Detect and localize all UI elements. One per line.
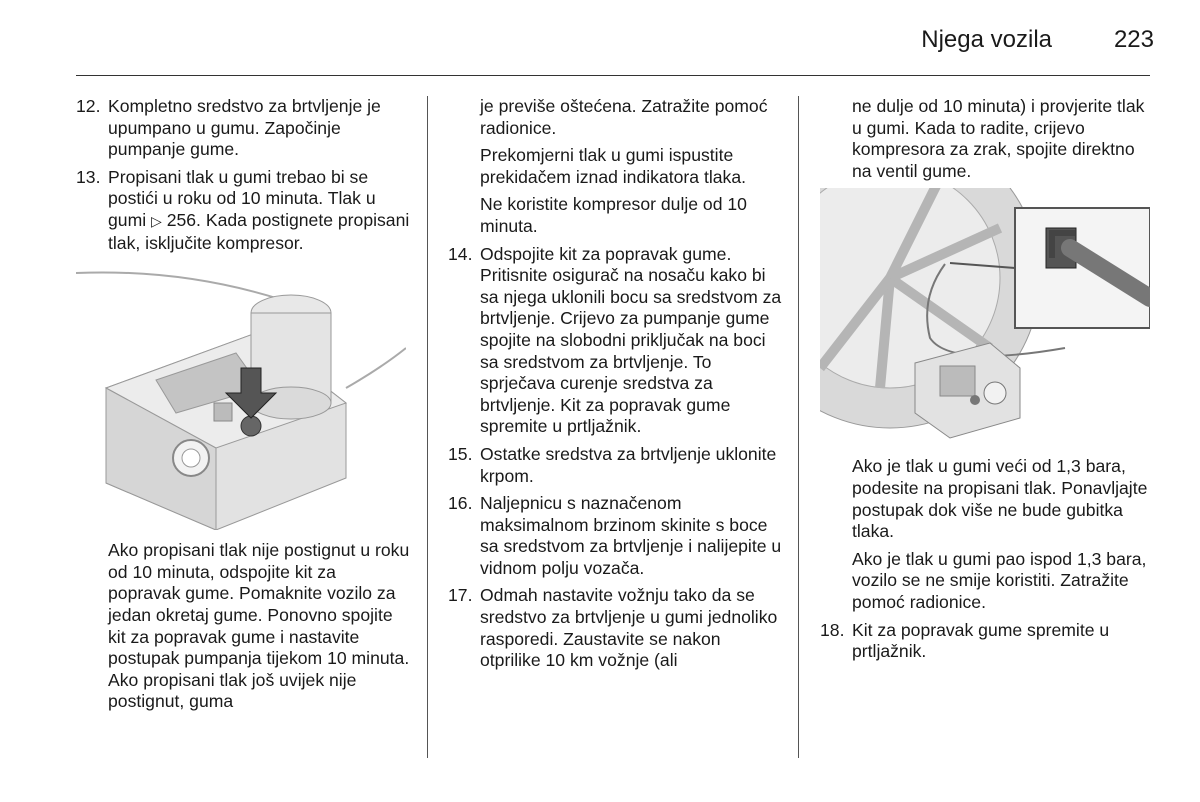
- list-text: Kompletno sredstvo za brtvljenje je upumpano u gumu. Započinje pumpanje gume.: [108, 96, 381, 160]
- list-number: 14.: [448, 243, 473, 264]
- page-number: 223: [1113, 26, 1154, 53]
- list-item-14: [448, 244, 784, 438]
- list-item-18: [820, 620, 1155, 663]
- illustration-tire-repair-kit-compressor: [76, 268, 406, 530]
- column-divider-2: [798, 96, 799, 758]
- paragraph: Prekomjerni tlak u gumi ispustite prekidačem iznad indikatora tlaka.: [480, 145, 747, 187]
- arrow-reference-icon: ▷: [151, 212, 162, 229]
- list-number: 18.: [820, 619, 845, 640]
- list-item-12: [76, 96, 412, 161]
- column-divider-1: [427, 96, 428, 758]
- paragraph-continued: je previše oštećena. Zatražite pomoć radionice.: [480, 96, 768, 138]
- list-item-13: [76, 167, 412, 254]
- list-text: Ostatke sredstva za brtvljenje uklonite krpom.: [480, 443, 777, 486]
- illustration-wheel-valve-connection: [820, 188, 1150, 446]
- list-text: Odmah nastavite vožnju tako da se sredstvo za brtvljenje u gumi jednoliko rasporedi. Zaustavite se nakon otprilike 10 km vožnje (ali: [480, 585, 778, 671]
- column-2: [448, 96, 784, 678]
- list-text: Propisani tlak u gumi trebao bi se postići u roku od 10 minuta. Tlak u gumi: [108, 166, 376, 230]
- list-item-16: [448, 493, 784, 579]
- column-1: [76, 96, 412, 719]
- list-item-15: [448, 444, 784, 487]
- wheel-valve-illustration: [820, 188, 1150, 446]
- list-number: 16.: [448, 493, 473, 514]
- list-text: Naljepnicu s naznačenom maksimalnom brzinom skinite s boce sa sredstvom za brtvljenje i nalijepite u vidnom polju vozača.: [480, 493, 782, 578]
- paragraph: Ako je tlak u gumi pao ispod 1,3 bara, vozilo se ne smije koristiti. Zatražite pomoć radionice.: [852, 548, 1147, 612]
- paragraph: Ne koristite kompresor dulje od 10 minuta.: [480, 194, 747, 236]
- header-rule: [76, 75, 1150, 76]
- paragraph-continued: ne dulje od 10 minuta) i provjerite tlak u gumi. Kada to radite, crijevo kompresora za zrak, spojite direktno na ventil gume.: [852, 96, 1145, 181]
- list-number: 15.: [448, 443, 473, 464]
- list-item-17: [448, 585, 784, 671]
- list-text: Kit za popravak gume spremite u prtljažnik.: [852, 619, 1110, 662]
- page-reference-link[interactable]: 256. Kada postignete propisani tlak, isključite kompresor.: [108, 209, 410, 253]
- paragraph: Ako propisani tlak nije postignut u roku od 10 minuta, odspojite kit za popravak gume. Pomaknite vozilo za jedan okretaj gume. Ponovno spojite kit za popravak gume i nastavite postupak pumpanja tijekom 10 minuta. Ako propisani tlak još uvijek nije postignut, guma: [108, 540, 410, 712]
- compressor-illustration: [76, 268, 406, 530]
- list-text: Odspojite kit za popravak gume. Pritisnite osigurač na nosaču kako bi sa njega uklonili bocu sa sredstvom za brtvljenje. Crijevo za pumpanje gume spojite na slobodni priključak na boci sa sredstvom za brtvljenje. To sprječava curenje sredstva za brtvljenje. Kit za popravak gume spremite u prtljažnik.: [480, 243, 782, 437]
- list-number: 17.: [448, 585, 473, 606]
- paragraph: Ako je tlak u gumi veći od 1,3 bara, podesite na propisani tlak. Ponavljajte postupak dok više ne bude gubitka tlaka.: [852, 456, 1148, 542]
- list-number: 13.: [76, 166, 101, 187]
- list-number: 12.: [76, 96, 101, 116]
- column-3: [820, 96, 1155, 669]
- page-header-title: Njega vozila: [921, 26, 1052, 53]
